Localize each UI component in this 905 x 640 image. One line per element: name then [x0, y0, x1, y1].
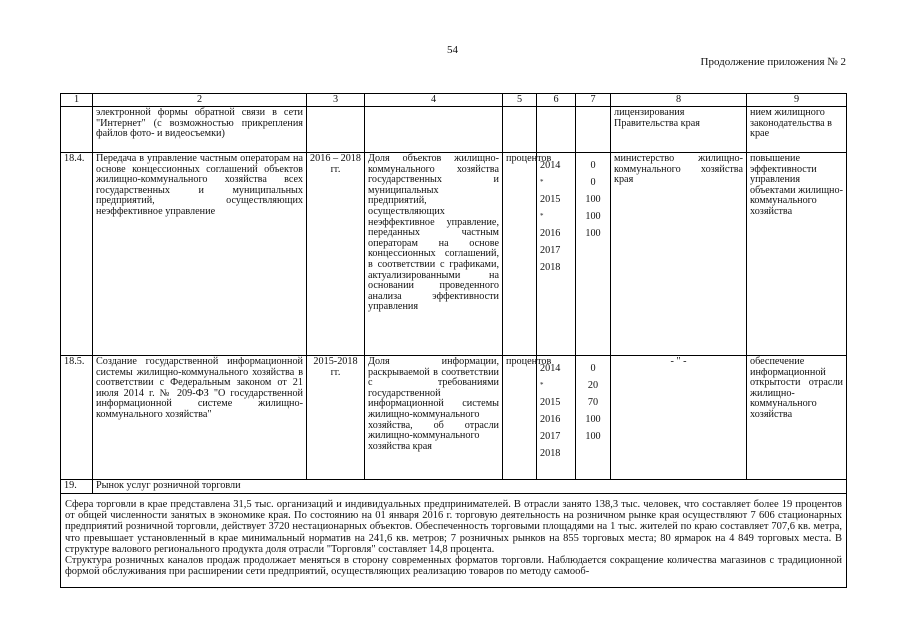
continuation-label: Продолжение приложения № 2	[700, 56, 846, 68]
year-item: 2018	[540, 262, 561, 273]
value-item: 100	[585, 431, 601, 442]
measure-cell: Передача в управление частным операторам на основе концессионных соглашений объектов жилищно-коммунального хозяйства всех государственных и муниципальных предприятий, осуществляющих неэффективное управление	[93, 153, 307, 356]
row-number: 18.5.	[61, 356, 93, 480]
indicator-cell	[365, 107, 503, 153]
header-cell: 2	[93, 94, 307, 107]
year-item: 2015	[540, 397, 561, 408]
result-cell: нием жилищного законодательства в крае	[747, 107, 847, 153]
value-item: 0	[590, 177, 596, 188]
years-cell	[537, 356, 576, 480]
year-item	[540, 157, 572, 191]
text-row	[61, 494, 847, 588]
year-value: 2014	[540, 363, 561, 374]
values-cell	[576, 107, 611, 153]
year-item: 2017	[540, 245, 561, 256]
year-item: 2016	[540, 228, 561, 239]
value-item: 100	[585, 414, 601, 425]
footnote-mark: *	[540, 212, 544, 220]
responsible-cell: - " -	[611, 356, 747, 480]
year-value: 2014	[540, 160, 561, 171]
values-cell	[576, 153, 611, 356]
unit-cell: процентов	[503, 356, 537, 480]
row-number: 18.4.	[61, 153, 93, 356]
responsible-cell: лицензирования Правительства края	[611, 107, 747, 153]
value-item: 0	[590, 363, 596, 374]
value-item: 100	[585, 228, 601, 239]
period-cell: 2015-2018 гг.	[307, 356, 365, 480]
section-row	[61, 480, 847, 494]
values-cell	[576, 356, 611, 480]
indicator-cell: Доля объектов жилищно-коммунального хозяйства государственных и муниципальных предприятий, осуществляющих неэффективное управление, переданных частным операторам на основе концессионных соглашений, в соответствии с графиками, актуализированными на основании проведенного анализа эффективности управления	[365, 153, 503, 356]
table-row	[61, 356, 847, 480]
period-cell	[307, 107, 365, 153]
indicator-cell: Доля информации, раскрываемой в соответствии с требованиями государственной информационной системы жилищно-коммунального хозяйства, об отрасли жилищно-коммунального хозяйства края	[365, 356, 503, 480]
result-cell: обеспечение информационной открытости отрасли жилищно-коммунального хозяйства	[747, 356, 847, 480]
value-item: 70	[587, 397, 599, 408]
table-row	[61, 153, 847, 356]
header-cell: 5	[503, 94, 537, 107]
years-cell	[537, 107, 576, 153]
year-item: 2018	[540, 448, 561, 459]
header-cell: 1	[61, 94, 93, 107]
value-item: 100	[585, 211, 601, 222]
header-cell: 6	[537, 94, 576, 107]
paragraph: Сфера торговли в крае представлена 31,5 тыс. организаций и индивидуальных предпринимателей. В отрасли занято 138,3 тыс. человек, что составляет более 19 процентов от общей численности занятых в экономике края. По состоянию на 01 января 2016 г. торговую деятельность на розничном рынке края осуществляют 7 606 стационарных предприятий розничной торговли, действует 3720 нестационарных объектов. Обеспеченность торговыми площадями на 1 тыс. жителей по краю составляет 707,6 кв. метра, что превышает установленный в крае минимальный норматив на 241,6 кв. метров; 7 розничных рынков на 855 торговых места; 80 ярмарок на 4 849 торговых места. В структуре валового регионального продукта доля отрасли "Торговля" составляет 14,8 процента.	[65, 499, 842, 555]
header-row	[61, 94, 847, 107]
value-item: 0	[590, 160, 596, 171]
footnote-mark: *	[540, 178, 544, 186]
years-cell	[537, 153, 576, 356]
footnote-mark: *	[540, 381, 544, 389]
unit-cell: процентов	[503, 153, 537, 356]
section-number: 19.	[61, 480, 93, 494]
header-cell: 8	[611, 94, 747, 107]
table-row	[61, 107, 847, 153]
result-cell: повышение эффективности управления объектами жилищно-коммунального хозяйства	[747, 153, 847, 356]
narrative-cell	[61, 494, 847, 588]
year-value: 2015	[540, 194, 561, 205]
header-cell: 4	[365, 94, 503, 107]
year-item	[540, 360, 572, 394]
unit-cell	[503, 107, 537, 153]
appendix-table	[60, 93, 847, 588]
section-title: Рынок услуг розничной торговли	[93, 480, 847, 494]
row-number	[61, 107, 93, 153]
year-item: 2016	[540, 414, 561, 425]
responsible-cell: министерство жилищно-коммунального хозяйства края	[611, 153, 747, 356]
year-item: 2017	[540, 431, 561, 442]
header-cell: 7	[576, 94, 611, 107]
paragraph: Структура розничных каналов продаж продолжает меняться в сторону современных форматов торговли. Наблюдается сокращение количества магазинов с традиционной формой обслуживания при расширении сети предприятий, осуществляющих реализацию товаров по методу самооб-	[65, 555, 842, 578]
period-cell: 2016 – 2018 гг.	[307, 153, 365, 356]
header-cell: 9	[747, 94, 847, 107]
header-cell: 3	[307, 94, 365, 107]
year-item	[540, 191, 572, 225]
page-number: 54	[447, 44, 458, 56]
value-item: 20	[587, 380, 599, 391]
value-item: 100	[585, 194, 601, 205]
measure-cell: Создание государственной информационной системы жилищно-коммунального хозяйства в соответствии с Федеральным законом от 21 июля 2014 г. № 209-ФЗ "О государственной информационной системе жилищно-коммунального хозяйства"	[93, 356, 307, 480]
measure-cell: электронной формы обратной связи в сети "Интернет" (с возможностью прикрепления файлов фото- и видеосъемки)	[93, 107, 307, 153]
